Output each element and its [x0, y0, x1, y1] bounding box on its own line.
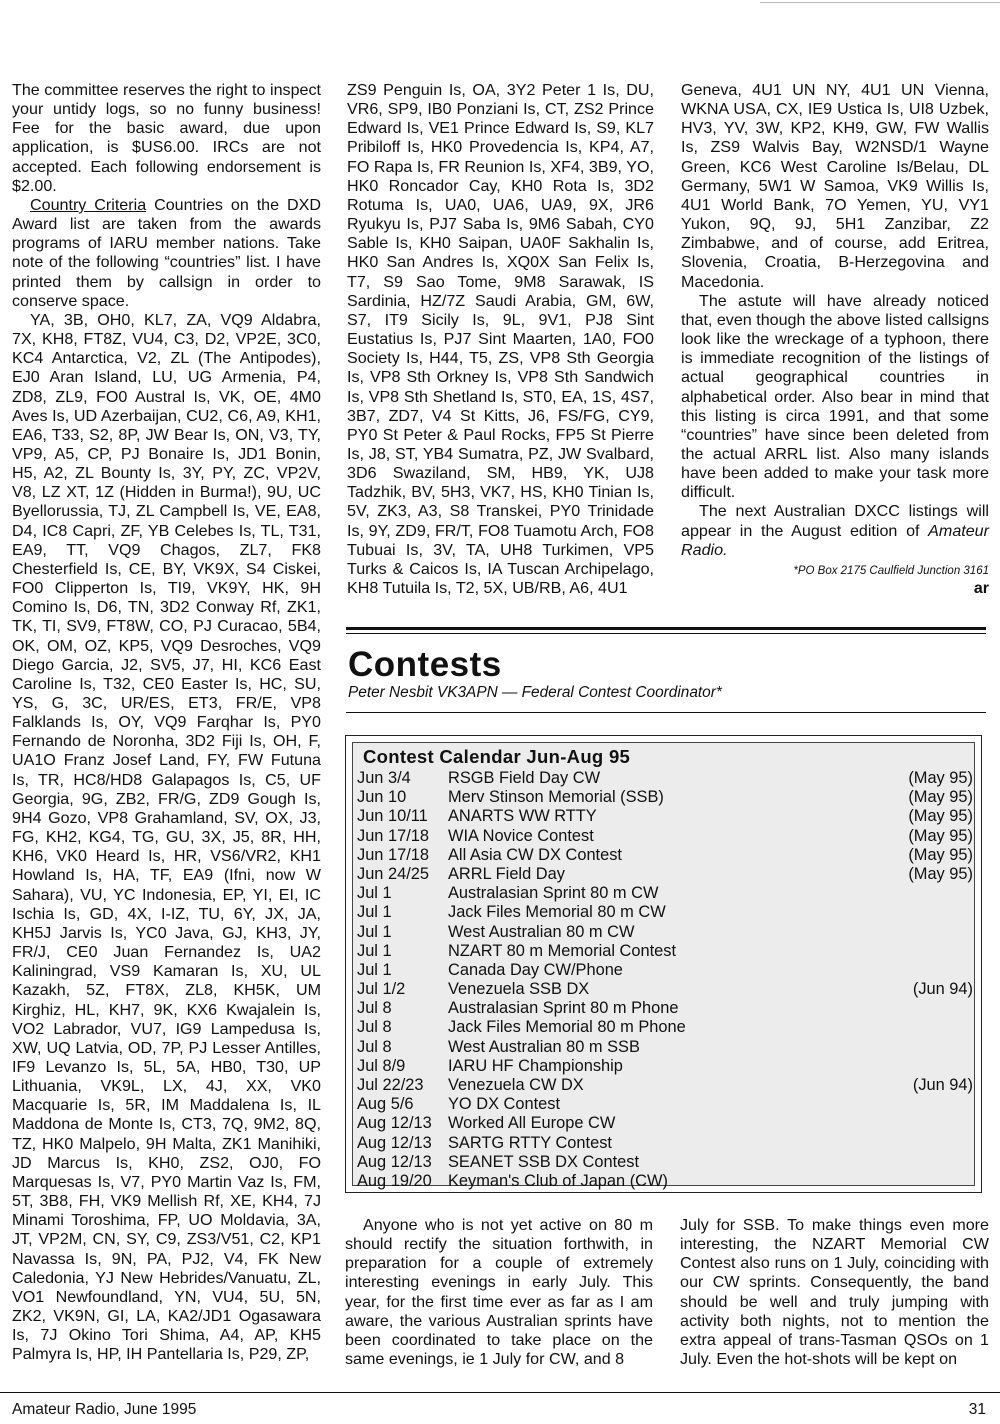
calendar-contest-name: NZART 80 m Memorial Contest	[448, 941, 677, 960]
contest-calendar-title: Contest Calendar Jun-Aug 95	[363, 746, 631, 767]
calendar-reference: (Jun 94)	[912, 980, 973, 999]
author-address: *PO Box 2175 Caulfield Junction 3161	[793, 564, 989, 577]
page-number: 31	[968, 1401, 986, 1418]
calendar-reference	[905, 1134, 973, 1153]
calendar-reference	[905, 999, 973, 1018]
calendar-row	[357, 923, 977, 942]
section-byline: Peter Nesbit VK3APN — Federal Contest Coordinator*	[348, 684, 722, 701]
country-criteria-heading: Country Criteria	[30, 195, 147, 214]
calendar-row	[357, 827, 977, 846]
calendar-date: Jun 24/25	[357, 864, 429, 883]
calendar-reference: (May 95)	[908, 807, 973, 826]
calendar-row	[357, 961, 977, 980]
calendar-contest-name: RSGB Field Day CW	[448, 769, 601, 787]
country-list-part-3: Geneva, 4U1 UN NY, 4U1 UN Vienna, WKNA USA, CX, IE9 Ustica Is, UI8 Uzbek, HV3, YV, 3W, KP2, KH9, GW, FW Wallis Is, ZS9 Walvis Bay, W2NSD/1 Wayne Green, KC6 West Caroline Is/Belau, DL Germany, 5W1 W Samoa, VK9 Willis Is, 4U1 World Bank, 7O Yemen, YU, VY1 Yukon, 9Q, 9J, 5H1 Zanzibar, Z2 Zimbabwe, and of course, add Eritrea, Slovenia, Croatia, B-Herzegovina and Macedonia.	[681, 81, 989, 291]
country-criteria-paragraph	[12, 196, 321, 311]
section-top-rule-secondary	[346, 633, 986, 634]
contest-calendar-table	[357, 769, 977, 1191]
magazine-name: Amateur Radio.	[681, 521, 989, 559]
calendar-contest-name: ARRL Field Day	[448, 864, 565, 883]
calendar-date: Jun 10	[357, 788, 407, 807]
calendar-reference	[905, 961, 973, 980]
astute-paragraph: The astute will have already noticed that, even though the above listed callsigns look like the wreckage of a typhoon, there is immediate recognition of the listings of actual geographical countries in alphabetical order. Also bear in mind that this listing is circa 1991, and that some “countries” have since been deleted from the actual ARRL list. Also many islands have been added to make your task more difficult.	[681, 291, 989, 502]
calendar-date: Jun 3/4	[357, 769, 411, 787]
calendar-reference	[905, 1018, 973, 1037]
country-list-part-1: YA, 3B, OH0, KL7, ZA, VQ9 Aldabra, 7X, KH8, FT8Z, VU4, C3, D2, VP2E, 3C0, KC4 Antarctica, V2, ZL (The Antipodes), EJ0 Aran Island, LU, UG Armenia, P4, ZD8, ZL9, FO0 Austral Is, VK, OE, 4M0 Aves Is, UD Azerbaijan, CU2, C6, A9, KH1, EA6, T33, S2, 8P, JW Bear Is, ON, V3, TY, VP9, A5, CP, PJ Bonaire Is, JD1 Bonin, H5, A2, ZL Bounty Is, 3Y, PY, ZC, VP2V, V8, LZ XT, 1Z (Hidden in Burma!), 9U, UC Byellorussia, TJ, ZL Campbell Is, VE, EA8, D4, IC8 Capri, ZF, YB Celebes Is, TL, T31, EA9, TT, VQ9 Chagos, ZL7, FK8 Chesterfield Is, CE, BY, VK9X, S4 Ciskei, FO0 Clipperton Is, TI9, VK9Y, HK, 9H Comino Is, D6, TN, 3D2 Conway Rf, ZK1, TK, TI, SV9, FT8W, CO, PJ Curacao, 5B4, OK, OM, OZ, KP5, VQ9 Desroches, VQ9 Diego Garcia, J2, SV5, J7, HI, KC6 East Caroline Is, T32, CE0 Easter Is, HC, SU, YS, G, 3C, UR/ES, ET3, FR/E, VP8 Falklands Is, OY, VQ9 Farqhar Is, PY0 Fernando de Noronha, 3D2 Fiji Is, OH, F, UA1O Franz Josef Land, FY, FW Futuna Is, TR, HC8/HD8 Galapagos Is, C5, UF Georgia, 9G, ZB2, FR/G, ZD9 Gough Is, 9H4 Gozo, VP8 Grahamland, SV, OX, J3, FG, KH2, KG4, TG, GU, 3X, J5, 8R, HH, KH6, VK0 Heard Is, HR, VS6/VR2, KH1 Howland Is, HA, TF, EA9 (Ifni, now W Sahara), VU, YC Indonesia, EP, YI, EI, IC Ischia Is, GD, 4X, I-IZ, TU, 6Y, JX, JA, KH5J Jarvis Is, YC0 Java, GJ, KH3, JY, FR/J, CE0 Juan Fernandez Is, UA2 Kaliningrad, VS9 Kamaran Is, XU, UL Kazakh, 5Z, FT8X, ZL8, KH5K, UM Kirghiz, HL, KH7, 9K, KX6 Kwajalein Is, VO2 Labrador, VU7, IG9 Lampedusa Is, XW, UQ Latvia, OD, 7P, PJ Lesser Antilles, IF9 Levanzo Is, 5L, 5A, HB0, T30, UP Lithuania, VK9L, LX, 4J, XX, VK0 Macquarie Is, 5R, IM Maddalena Is, IL Maddona de Monte Is, CT3, 7Q, 9M2, 8Q, TZ, HK0 Malpelo, 9H Malta, ZK1 Manihiki, JD Marcus Is, KH0, ZS2, OJ0, FO Marquesas Is, V7, PY0 Martin Vaz Is, FM, 5T, 3B8, FH, VK9 Mellish Rf, XE, KH4, 7J Minami Toroshima, FP, UO Moldavia, 3A, JT, VP2M, CN, SY, C9, ZS3/V51, C2, KP1 Navassa Is, 9N, PA, PJ2, V4, FK New Caledonia, YJ New Hebrides/Vanuatu, ZL, VO1 Newfoundland, YN, VU4, 5U, 5N, ZK2, VK9N, GI, LA, KA2/JD1 Ogasawara Is, 7J Okino Tori Shima, A4, AP, KH5 Palmyra Is, HP, IH Pantellaria Is, P29, ZP,	[12, 310, 321, 1364]
calendar-row	[357, 980, 977, 999]
contests-continued-paragraph: July for SSB. To make things even more interesting, the NZART Memorial CW Contest also runs on 1 July, coinciding with our CW sprints. Consequently, the band should be well and truly jumping with activity both nights, not to mention the extra appeal of trans-Tasman QSOs on 1 July. Even the hot-shots will be kept on	[680, 1216, 989, 1369]
calendar-contest-name: Keyman's Club of Japan (CW)	[448, 1171, 668, 1190]
calendar-contest-name: Jack Files Memorial 80 m CW	[448, 903, 666, 922]
calendar-contest-name: Australasian Sprint 80 m CW	[448, 884, 659, 903]
calendar-row	[357, 1018, 977, 1037]
calendar-row	[357, 1057, 977, 1076]
calendar-reference: (May 95)	[908, 864, 973, 883]
contest-calendar-panel	[352, 742, 975, 1190]
byline-rule	[346, 712, 986, 713]
section-top-rule	[346, 627, 986, 630]
calendar-date: Jul 8	[357, 1037, 392, 1056]
calendar-date: Jul 1	[357, 903, 392, 922]
calendar-contest-name: WIA Novice Contest	[448, 826, 594, 845]
footer-rule	[0, 1392, 1000, 1393]
calendar-contest-name: Worked All Europe CW	[448, 1114, 616, 1133]
calendar-contest-name: All Asia CW DX Contest	[448, 845, 622, 864]
calendar-date: Jul 1	[357, 960, 392, 979]
calendar-date: Jun 17/18	[357, 845, 429, 864]
calendar-reference: (May 95)	[908, 845, 973, 864]
calendar-row	[357, 1114, 977, 1133]
top-edge-rule	[760, 2, 1000, 3]
calendar-row	[357, 999, 977, 1018]
country-criteria-text: Countries on the DXD Award list are taken from the awards programs of IARU member nations. Take note of the following “countries” list. I have printed them by callsign in order to conserve space.	[12, 195, 321, 310]
calendar-date: Jul 8	[357, 1018, 392, 1037]
calendar-reference: (Jun 94)	[912, 1076, 973, 1094]
calendar-date: Jul 22/23	[357, 1076, 424, 1094]
calendar-reference	[905, 1057, 973, 1076]
country-list-part-2: ZS9 Penguin Is, OA, 3Y2 Peter 1 Is, DU, VR6, SP9, IB0 Ponziani Is, CT, ZS2 Prince Edward Is, VE1 Prince Edward Is, S9, KL7 Pribiloff Is, HK0 Provedencia Is, KP4, A7, FO Rapa Is, FR Reunion Is, XF4, 3B9, YO, HK0 Roncador Cay, KH0 Rota Is, 3D2 Rotuma Is, UA0, UA6, UA9, 9X, JR6 Ryukyu Is, PJ7 Saba Is, 9M6 Sabah, CY0 Sable Is, KH0 Saipan, UA0F Sakhalin Is, HK0 San Andres Is, XQ0X San Felix Is, T7, S9 Sao Tome, 9M8 Sarawak, IS Sardinia, HZ/7Z Saudi Arabia, GM, 6W, S7, IT9 Sicily Is, 9L, 9V1, PJ8 Sint Eustatius Is, PJ7 Sint Maarten, 1A0, FO0 Society Is, H44, T5, ZS, VP8 Sth Georgia Is, VP8 Sth Orkney Is, VP8 Sth Sandwich Is, VP8 Sth Shetland Is, ST0, EA, 1S, 4S7, 3B7, ZD7, V4 St Kitts, J6, FS/FG, CY9, PY0 St Peter & Paul Rocks, FP5 St Pierre Is, J8, ST, YB4 Sumatra, PZ, JW Svalbard, 3D6 Swaziland, SM, HB9, YK, UJ8 Tadzhik, BV, 5H3, VK7, HS, KH0 Tinian Is, 5V, ZK3, A3, S8 Transkei, PY0 Trinidade Is, 9Y, ZD9, FR/T, FO8 Tuamotu Arch, FO8 Tubuai Is, 3V, TA, UH8 Turkimen, VP5 Turks & Caicos Is, IA Tuscan Archipelago, KH8 Tutuila Is, T2, 5X, UB/RB, A6, 4U1	[347, 81, 654, 598]
calendar-date: Jul 1	[357, 884, 392, 903]
column-2	[347, 81, 654, 598]
calendar-date: Aug 5/6	[357, 1095, 414, 1114]
contests-column-left	[345, 1216, 653, 1369]
calendar-contest-name: IARU HF Championship	[448, 1056, 623, 1075]
calendar-contest-name: Merv Stinson Memorial (SSB)	[448, 788, 664, 807]
calendar-reference	[905, 923, 973, 942]
calendar-reference	[905, 884, 973, 903]
calendar-contest-name: SEANET SSB DX Contest	[448, 1152, 639, 1171]
calendar-date: Jul 8/9	[357, 1056, 406, 1075]
calendar-contest-name: Venezuela SSB DX	[448, 980, 590, 999]
calendar-date: Jun 17/18	[357, 826, 429, 845]
calendar-contest-name: ANARTS WW RTTY	[448, 807, 597, 826]
calendar-reference: (May 95)	[908, 788, 973, 807]
end-of-article-mark: ar	[973, 579, 989, 597]
calendar-date: Aug 12/13	[357, 1133, 432, 1152]
calendar-reference	[905, 1114, 973, 1133]
calendar-reference	[905, 942, 973, 961]
next-listing-paragraph	[681, 502, 989, 559]
calendar-row	[357, 1095, 977, 1114]
calendar-contest-name: West Australian 80 m CW	[448, 922, 635, 941]
calendar-row	[357, 1076, 977, 1095]
calendar-date: Jun 10/11	[357, 807, 428, 826]
contests-column-right	[680, 1216, 989, 1369]
calendar-reference	[905, 1153, 973, 1172]
next-listing-text: The next Australian DXCC listings will appear in the August edition of	[681, 502, 989, 540]
contests-intro-paragraph: Anyone who is not yet active on 80 m should rectify the situation forthwith, in preparation for a couple of extremely interesting evenings in early July. This year, for the first time ever as far as I am aware, the various Australian sprints have been coordinated to take place on the same evenings, ie 1 July for CW, and 8	[345, 1216, 653, 1369]
logs-fee-paragraph: The committee reserves the right to inspect your untidy logs, so no funny business! Fee for the basic award, due upon application, is $US6.00. IRCs are not accepted. Each following endorsement is $2.00.	[12, 81, 321, 195]
calendar-contest-name: Jack Files Memorial 80 m Phone	[448, 1018, 686, 1037]
calendar-date: Aug 12/13	[357, 1114, 432, 1133]
calendar-reference	[905, 1038, 973, 1057]
calendar-row	[357, 865, 977, 884]
calendar-contest-name: YO DX Contest	[448, 1095, 561, 1114]
calendar-date: Jul 8	[357, 999, 392, 1018]
calendar-reference: (May 95)	[908, 769, 973, 787]
calendar-date: Jul 1	[357, 922, 392, 941]
calendar-reference: (May 95)	[908, 826, 973, 845]
calendar-contest-name: Australasian Sprint 80 m Phone	[448, 999, 679, 1018]
calendar-row	[357, 884, 977, 903]
calendar-date: Jul 1	[357, 941, 392, 960]
contest-calendar-box	[345, 735, 982, 1193]
calendar-reference	[905, 1095, 973, 1114]
calendar-contest-name: West Australian 80 m SSB	[448, 1037, 640, 1056]
column-1	[12, 81, 321, 1364]
calendar-row	[357, 942, 977, 961]
calendar-row	[357, 807, 977, 826]
calendar-reference	[905, 1172, 973, 1191]
section-title: Contests	[348, 645, 502, 684]
calendar-row	[357, 903, 977, 922]
calendar-contest-name: Canada Day CW/Phone	[448, 960, 623, 979]
calendar-row	[357, 788, 977, 807]
column-3	[681, 81, 989, 598]
calendar-row	[357, 1038, 977, 1057]
calendar-reference	[905, 903, 973, 922]
calendar-row	[357, 1134, 977, 1153]
calendar-row	[357, 1153, 977, 1172]
calendar-row	[357, 846, 977, 865]
calendar-contest-name: SARTG RTTY Contest	[448, 1133, 612, 1152]
calendar-date: Jul 1/2	[357, 980, 406, 999]
calendar-row	[357, 1172, 977, 1191]
publication-footer: Amateur Radio, June 1995	[12, 1401, 197, 1418]
calendar-date: Aug 12/13	[357, 1152, 432, 1171]
calendar-row	[357, 769, 977, 788]
calendar-contest-name: Venezuela CW DX	[448, 1076, 584, 1094]
calendar-date: Aug 19/20	[357, 1171, 432, 1190]
